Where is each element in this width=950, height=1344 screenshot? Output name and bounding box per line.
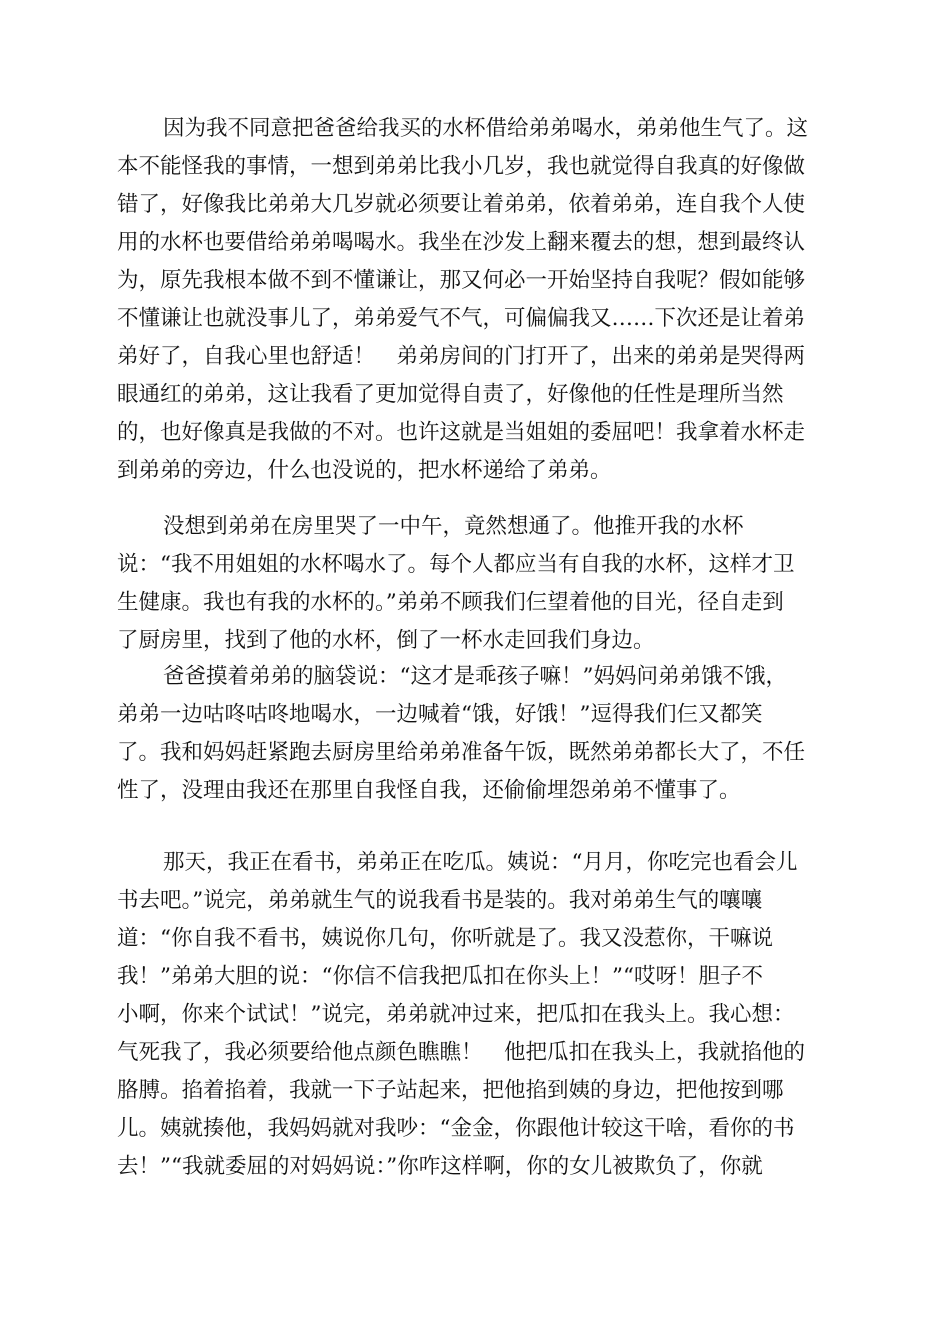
paragraph-1 — [117, 110, 833, 490]
text-line: 弟弟一边咕咚咕咚地喝水，一边喊着“饿，好饿！”逗得我们仨又都笑 — [117, 702, 763, 727]
text-line: 那天，我正在看书，弟弟正在吃瓜。姨说：“月月，你吃完也看会儿 — [163, 850, 798, 875]
text-line: 爸爸摸着弟弟的脑袋说：“这才是乖孩子嘛！”妈妈问弟弟饿不饿， — [163, 664, 787, 689]
text-line: 的，也好像真是我做的不对。也许这就是当姐姐的委屈吧！我拿着水杯走 — [117, 420, 806, 445]
text-line: 生健康。我也有我的水杯的。”弟弟不顾我们仨望着他的目光，径自走到 — [117, 590, 784, 615]
text-line: 了厨房里，找到了他的水杯，倒了一杯水走回我们身边。 — [117, 628, 655, 653]
text-line: 为，原先我根本做不到不懂谦让，那又何必一开始坚持自我呢？假如能够 — [117, 268, 806, 293]
text-line: 眼通红的弟弟，这让我看了更加觉得自责了，好像他的任性是理所当然 — [117, 382, 784, 407]
text-line: 本不能怪我的事情，一想到弟弟比我小几岁，我也就觉得自我真的好像做 — [117, 154, 806, 179]
text-line: 用的水杯也要借给弟弟喝喝水。我坐在沙发上翻来覆去的想，想到最终认 — [117, 230, 806, 255]
text-line: 不懂谦让也就没事儿了，弟弟爱气不气，可偏偏我又……下次还是让着弟 — [117, 306, 806, 331]
text-line: 说：“我不用姐姐的水杯喝水了。每个人都应当有自我的水杯，这样才卫 — [117, 552, 795, 577]
paragraph-4 — [117, 844, 833, 1186]
paragraph-2 — [117, 508, 833, 660]
text-line: 弟好了，自我心里也舒适！ 弟弟房间的门打开了，出来的弟弟是哭得两 — [117, 344, 806, 369]
text-line: 胳膊。掐着掐着，我就一下子站起来，把他掐到姨的身边，把他按到哪 — [117, 1078, 784, 1103]
text-line: 小啊，你来个试试！”说完，弟弟就冲过来，把瓜扣在我头上。我心想： — [117, 1002, 795, 1027]
text-line: 我！”弟弟大胆的说：“你信不信我把瓜扣在你头上！”“哎呀！胆子不 — [117, 964, 763, 989]
text-line: 去！”“我就委屈的对妈妈说：”你咋这样啊，你的女儿被欺负了，你就 — [117, 1154, 763, 1179]
paragraph-3 — [117, 658, 833, 810]
text-line: 道：“你自我不看书，姨说你几句，你听就是了。我又没惹你，干嘛说 — [117, 926, 773, 951]
text-line: 气死我了，我必须要给他点颜色瞧瞧！ 他把瓜扣在我头上，我就掐他的 — [117, 1040, 806, 1065]
text-line: 性了，没理由我还在那里自我怪自我，还偷偷埋怨弟弟不懂事了。 — [117, 778, 741, 803]
text-line: 了。我和妈妈赶紧跑去厨房里给弟弟准备午饭，既然弟弟都长大了，不任 — [117, 740, 806, 765]
text-line: 因为我不同意把爸爸给我买的水杯借给弟弟喝水，弟弟他生气了。这 — [163, 116, 809, 141]
text-line: 儿。姨就揍他，我妈妈就对我吵：“金金，你跟他计较这干啥，看你的书 — [117, 1116, 795, 1141]
text-line: 没想到弟弟在房里哭了一中午，竟然想通了。他推开我的水杯 — [163, 514, 744, 539]
text-line: 书去吧。”说完，弟弟就生气的说我看书是装的。我对弟弟生气的嚷嚷 — [117, 888, 763, 913]
text-line: 错了，好像我比弟弟大几岁就必须要让着弟弟，依着弟弟，连自我个人使 — [117, 192, 806, 217]
text-line: 到弟弟的旁边，什么也没说的，把水杯递给了弟弟。 — [117, 458, 612, 483]
